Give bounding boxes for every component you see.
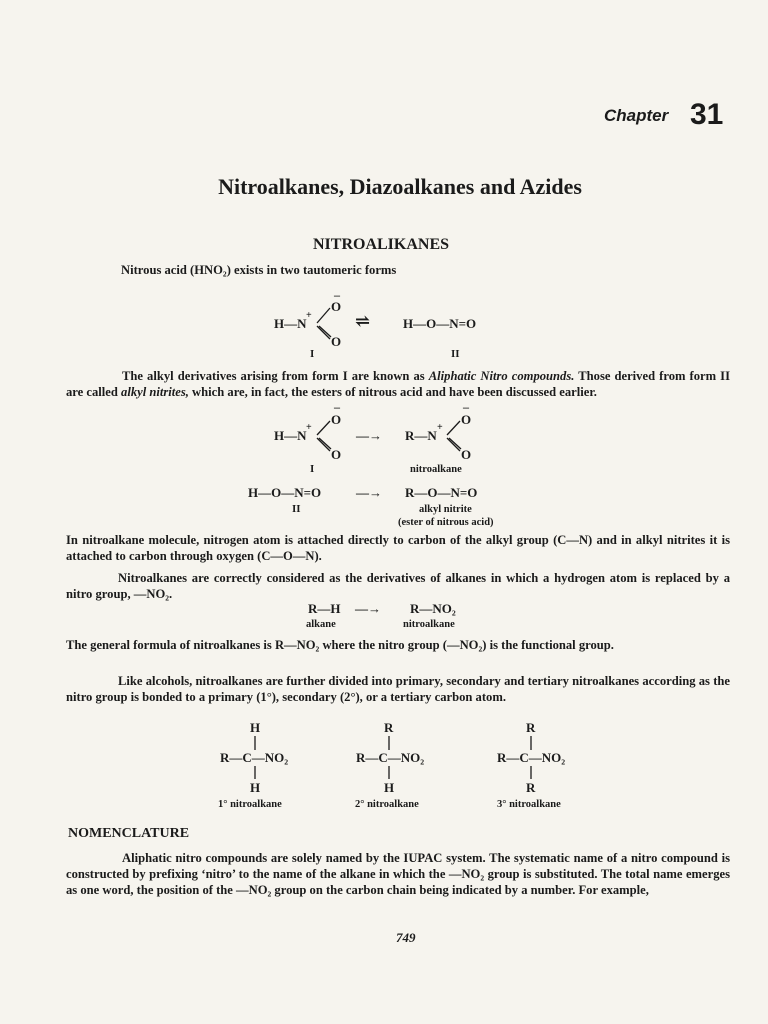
chapter-title: Nitroalkanes, Diazoalkanes and Azides — [218, 174, 582, 199]
para1-text-c: which are, in fact, the esters of nitrous acid and have been discussed earlier. — [188, 385, 597, 399]
scheme4-lhs: R—H — [308, 601, 341, 616]
scheme4-arrow: —→ — [355, 601, 381, 616]
scheme2-rhs: R—N — [405, 428, 437, 443]
scheme2-lhs-minus: – — [334, 400, 340, 414]
scheme2-label-nitroalkane: nitroalkane — [410, 464, 462, 475]
secondary-nitroalkane-structure — [355, 720, 424, 810]
nomenclature-paragraph: Aliphatic nitro compounds are solely named by the IUPAC system. The systematic name of a nitro compound is constructed by prefixing ‘nitro’ to the name of the alkane in which the —NO₂ group is substituted. The total name emerges as one word, the position of the —NO₂ group on the carbon chain being indicated by a number. For example, — [66, 851, 730, 897]
form-I-minus: – — [334, 288, 340, 302]
paragraph-classification: Like alcohols, nitroalkanes are further divided into primary, secondary and tertiary nitroalkanes according as the nitro group is bonded to a primary (1°), secondary (2°), or a tertiary carbon atom. — [66, 674, 730, 704]
scheme2-rhs-oxygen-bottom: O — [461, 447, 472, 462]
svg-text:R—C—NO₂: R—C—NO₂ — [220, 750, 289, 765]
scheme3-lhs: H—O—N=O — [248, 485, 322, 500]
form-I-bond-bottom-double — [319, 326, 331, 337]
scheme3-rhs: R—O—N=O — [405, 485, 478, 500]
tertiary-nitroalkane-structure — [497, 720, 565, 810]
svg-text:R—C—NO₂: R—C—NO₂ — [497, 750, 566, 765]
scheme2-lhs-oxygen-bottom: O — [331, 447, 342, 462]
form-I-label: I — [310, 348, 315, 360]
scheme2-lhs-oxygen-top: O — [331, 412, 342, 427]
svg-text:3° nitroalkane: 3° nitroalkane — [497, 799, 561, 810]
chapter-number: 31 — [690, 98, 724, 131]
scheme3-label-II: II — [292, 503, 301, 515]
scheme2-rhs-oxygen-top: O — [461, 412, 472, 427]
scheme3-arrow: —→ — [356, 485, 382, 500]
form-II-label: II — [451, 348, 460, 360]
form-I-bond-bottom — [317, 326, 330, 339]
paragraph-alkyl-derivatives — [66, 368, 730, 400]
svg-text:2° nitroalkane: 2° nitroalkane — [355, 799, 419, 810]
svg-text:H: H — [384, 780, 395, 795]
scheme4-label-nitroalkane: nitroalkane — [403, 619, 455, 630]
page-number: 749 — [396, 930, 416, 945]
svg-text:H: H — [250, 720, 261, 735]
svg-text:1° nitroalkane: 1° nitroalkane — [218, 799, 282, 810]
scheme2-lhs: H—N — [274, 428, 307, 443]
nomenclature-heading: NOMENCLATURE — [68, 826, 190, 841]
paragraph-derivatives: Nitroalkanes are correctly considered as the derivatives of alkanes in which a hydrogen atom is replaced by a nitro group, —NO₂. — [66, 571, 730, 601]
svg-text:H: H — [250, 780, 261, 795]
form-I-plus: + — [306, 310, 312, 321]
para1-text-b: Those derived from form II are called — [66, 369, 730, 399]
form-I-oxygen-top: O — [331, 299, 342, 314]
scheme2-lhs-plus: + — [306, 422, 312, 433]
scheme2-label-I: I — [310, 463, 315, 475]
form-I-oxygen-bottom: O — [331, 334, 342, 349]
scheme4-rhs: R—NO₂ — [410, 601, 456, 616]
chapter-label: Chapter — [604, 106, 669, 125]
scheme3-label-alkyl-nitrite: alkyl nitrite — [419, 504, 472, 515]
svg-text:R: R — [384, 720, 394, 735]
intro-line: Nitrous acid (HNO₂) exists in two tautomeric forms — [121, 263, 397, 277]
paragraph-nitroalkane-molecule: In nitroalkane molecule, nitrogen atom is attached directly to carbon of the alkyl group (C—N) and in alkyl nitrites it is attached to carbon through oxygen (C—O—N). — [66, 533, 730, 563]
form-I-bond-top — [317, 308, 330, 323]
scheme3-label-ester: (ester of nitrous acid) — [398, 517, 494, 528]
equilibrium-arrow: ⇌ — [355, 311, 371, 331]
para1-italic-b: alkyl nitrites, — [121, 385, 189, 399]
para1-text-a: The alkyl derivatives arising from form I are known as — [122, 369, 429, 383]
primary-nitroalkane-structure — [218, 720, 288, 810]
section-heading: NITROALIKANES — [313, 236, 450, 253]
para1-italic-a: Aliphatic Nitro compounds. — [428, 369, 575, 383]
form-I-formula: H—N — [274, 316, 307, 331]
scheme2-rhs-plus: + — [437, 422, 443, 433]
scheme4-label-alkane: alkane — [306, 619, 336, 630]
svg-text:R—C—NO₂: R—C—NO₂ — [356, 750, 425, 765]
paragraph-general-formula: The general formula of nitroalkanes is R—NO₂ where the nitro group (—NO₂) is the functional group. — [66, 638, 614, 652]
svg-text:R: R — [526, 720, 536, 735]
svg-text:R: R — [526, 780, 536, 795]
form-II-formula: H—O—N=O — [403, 316, 477, 331]
scheme2-rhs-minus: – — [463, 400, 469, 414]
scheme2-arrow: —→ — [356, 428, 382, 443]
